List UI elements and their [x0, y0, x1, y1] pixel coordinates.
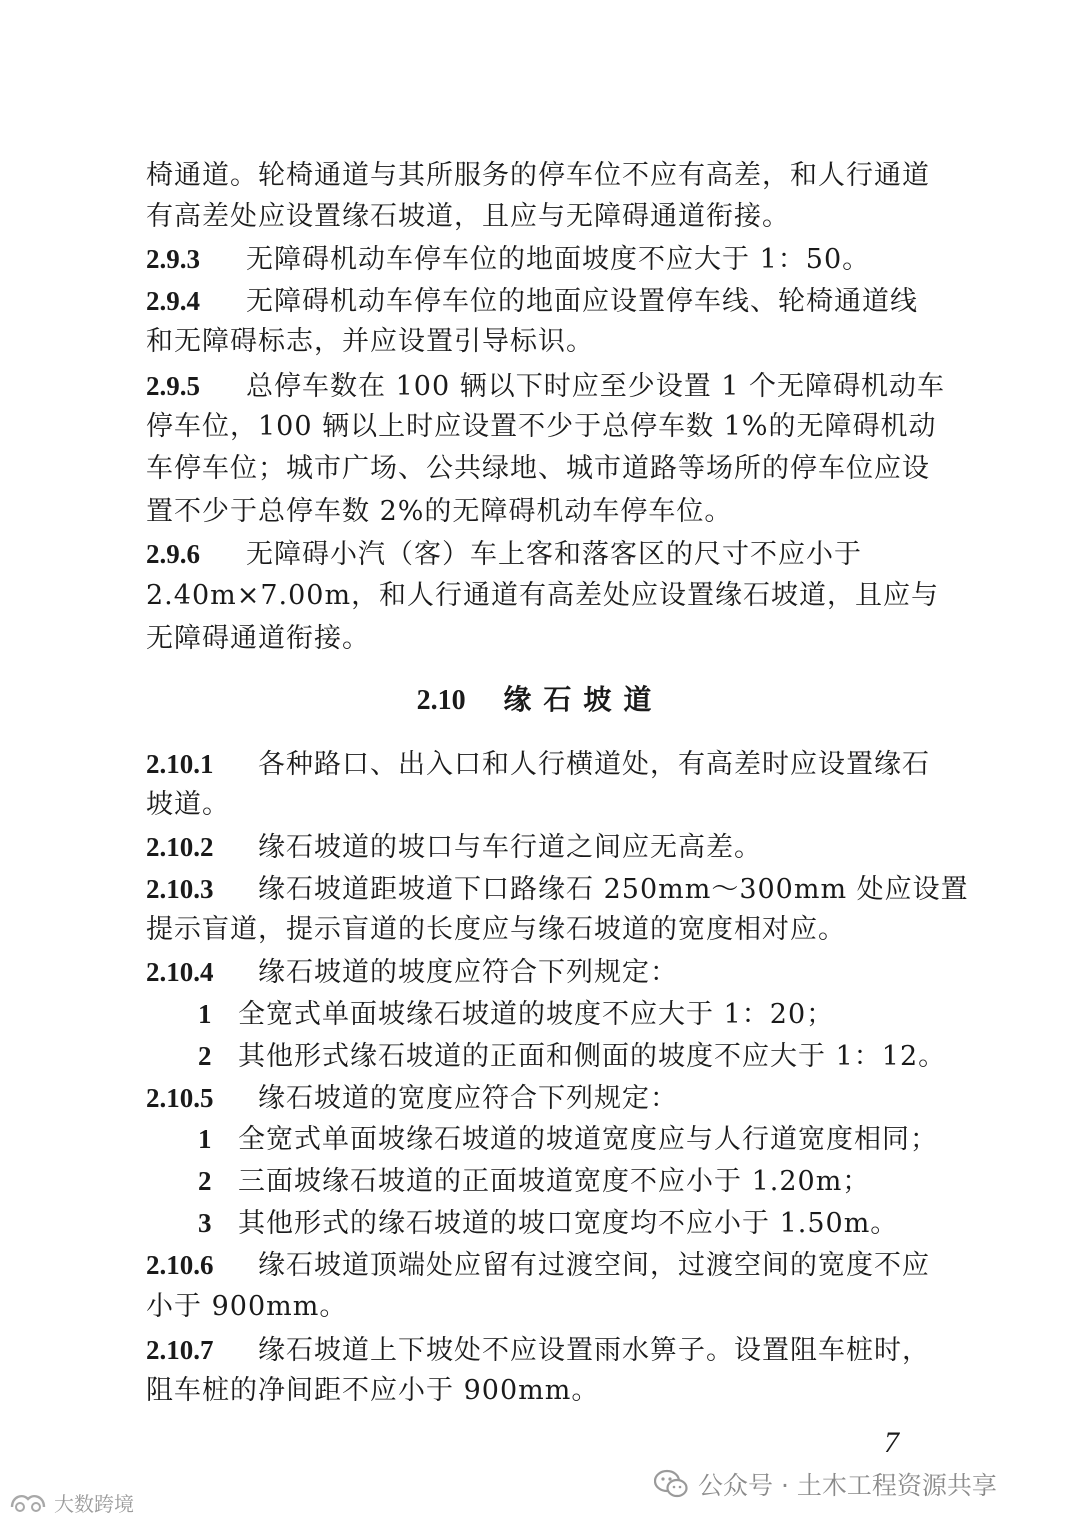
watermark-right-text: 公众号 · 土木工程资源共享	[698, 1471, 997, 1500]
clause-text: 缘石坡道的坡度应符合下列规定：	[258, 957, 678, 988]
list-item-number: 2	[198, 1041, 213, 1071]
clause-text: 无障碍机动车停车位的地面坡度不应大于 1：50。	[246, 244, 871, 275]
clause-text: 无障碍机动车停车位的地面应设置停车线、轮椅通道线	[246, 286, 918, 317]
text-line	[146, 745, 946, 784]
watermark-brand	[8, 1486, 134, 1518]
list-item-number: 1	[198, 999, 213, 1029]
clause-number: 2.10.6	[146, 1250, 214, 1280]
clause-text: 提示盲道，提示盲道的长度应与缘石坡道的宽度相对应。	[146, 914, 846, 945]
clause-text: 三面坡缘石坡道的正面坡道宽度不应小于 1.20m；	[238, 1166, 871, 1197]
clause-text: 其他形式的缘石坡道的坡口宽度均不应小于 1.50m。	[238, 1208, 899, 1239]
list-item-number: 2	[198, 1166, 213, 1196]
text-line	[146, 323, 946, 361]
clause-text: 和无障碍标志，并应设置引导标识。	[146, 326, 594, 357]
text-line	[146, 367, 946, 406]
clause-text: 置不少于总停车数 2%的无障碍机动车停车位。	[146, 496, 733, 527]
text-line	[146, 1246, 946, 1285]
clause-text: 其他形式缘石坡道的正面和侧面的坡度不应大于 1：12。	[238, 1041, 947, 1072]
section-heading-number: 2.10	[416, 685, 466, 716]
section-heading-title: 缘石坡道	[503, 683, 664, 716]
text-line	[146, 1037, 946, 1076]
clause-text: 缘石坡道上下坡处不应设置雨水箅子。设置阻车桩时，	[258, 1335, 930, 1366]
clause-text: 无障碍通道衔接。	[146, 623, 370, 654]
text-line	[146, 198, 946, 236]
text-line	[146, 535, 946, 574]
clause-text: 坡道。	[146, 789, 230, 820]
section-heading	[0, 680, 1080, 721]
text-line	[146, 157, 946, 195]
text-line	[146, 828, 946, 867]
text-line	[146, 1120, 946, 1159]
clause-number: 2.9.6	[146, 539, 200, 569]
text-line	[146, 786, 946, 824]
text-line	[146, 450, 946, 488]
clause-text: 各种路口、出入口和人行横道处，有高差时应设置缘石	[258, 749, 930, 780]
text-line	[146, 995, 946, 1034]
text-line	[146, 240, 946, 279]
clause-text: 车停车位；城市广场、公共绿地、城市道路等场所的停车位应设	[146, 453, 930, 484]
text-line	[146, 577, 946, 615]
clause-number: 2.10.2	[146, 832, 214, 862]
wechat-icon	[654, 1469, 688, 1499]
list-item-number: 1	[198, 1124, 213, 1154]
text-line	[146, 870, 969, 909]
text-line	[146, 493, 946, 531]
clause-text: 小于 900mm。	[146, 1291, 348, 1322]
text-line	[146, 282, 946, 321]
clause-number: 2.10.4	[146, 957, 214, 987]
text-line	[146, 1331, 946, 1370]
clause-text: 停车位，100 辆以上时应设置不少于总停车数 1%的无障碍机动	[146, 411, 937, 442]
clause-text: 缘石坡道的宽度应符合下列规定：	[258, 1083, 678, 1114]
clause-number: 2.9.3	[146, 244, 200, 274]
brand-logo-icon	[8, 1489, 48, 1515]
text-line	[146, 1288, 946, 1326]
watermark-wechat	[654, 1462, 997, 1506]
clause-text: 全宽式单面坡缘石坡道的坡度不应大于 1：20；	[238, 999, 835, 1030]
clause-text: 缘石坡道顶端处应留有过渡空间，过渡空间的宽度不应	[258, 1250, 930, 1281]
text-line	[146, 911, 946, 949]
text-line	[146, 953, 946, 992]
clause-text: 总停车数在 100 辆以下时应至少设置 1 个无障碍机动车	[246, 371, 946, 402]
text-line	[146, 620, 946, 658]
clause-number: 2.9.5	[146, 371, 200, 401]
clause-text: 椅通道。轮椅通道与其所服务的停车位不应有高差，和人行通道	[146, 160, 930, 191]
clause-number: 2.10.3	[146, 874, 214, 904]
clause-text: 阻车桩的净间距不应小于 900mm。	[146, 1375, 600, 1406]
clause-text: 全宽式单面坡缘石坡道的坡道宽度应与人行道宽度相同；	[238, 1124, 938, 1155]
clause-number: 2.9.4	[146, 286, 200, 316]
clause-number: 2.10.7	[146, 1335, 214, 1365]
clause-number: 2.10.1	[146, 749, 214, 779]
clause-text: 有高差处应设置缘石坡道，且应与无障碍通道衔接。	[146, 201, 790, 232]
clause-number: 2.10.5	[146, 1083, 214, 1113]
text-line	[146, 408, 946, 446]
watermark-left-text: 大数跨境	[54, 1491, 134, 1516]
list-item-number: 3	[198, 1208, 213, 1238]
clause-text: 缘石坡道的坡口与车行道之间应无高差。	[258, 832, 762, 863]
text-line	[146, 1204, 946, 1243]
text-line	[146, 1372, 946, 1410]
text-line	[146, 1079, 946, 1118]
page-number: 7	[884, 1426, 899, 1459]
clause-text: 2.40m×7.00m，和人行通道有高差处应设置缘石坡道，且应与	[146, 580, 940, 611]
clause-text: 缘石坡道距坡道下口路缘石 250mm～300mm 处应设置	[258, 874, 969, 905]
clause-text: 无障碍小汽（客）车上客和落客区的尺寸不应小于	[246, 539, 862, 570]
text-line	[146, 1162, 946, 1201]
